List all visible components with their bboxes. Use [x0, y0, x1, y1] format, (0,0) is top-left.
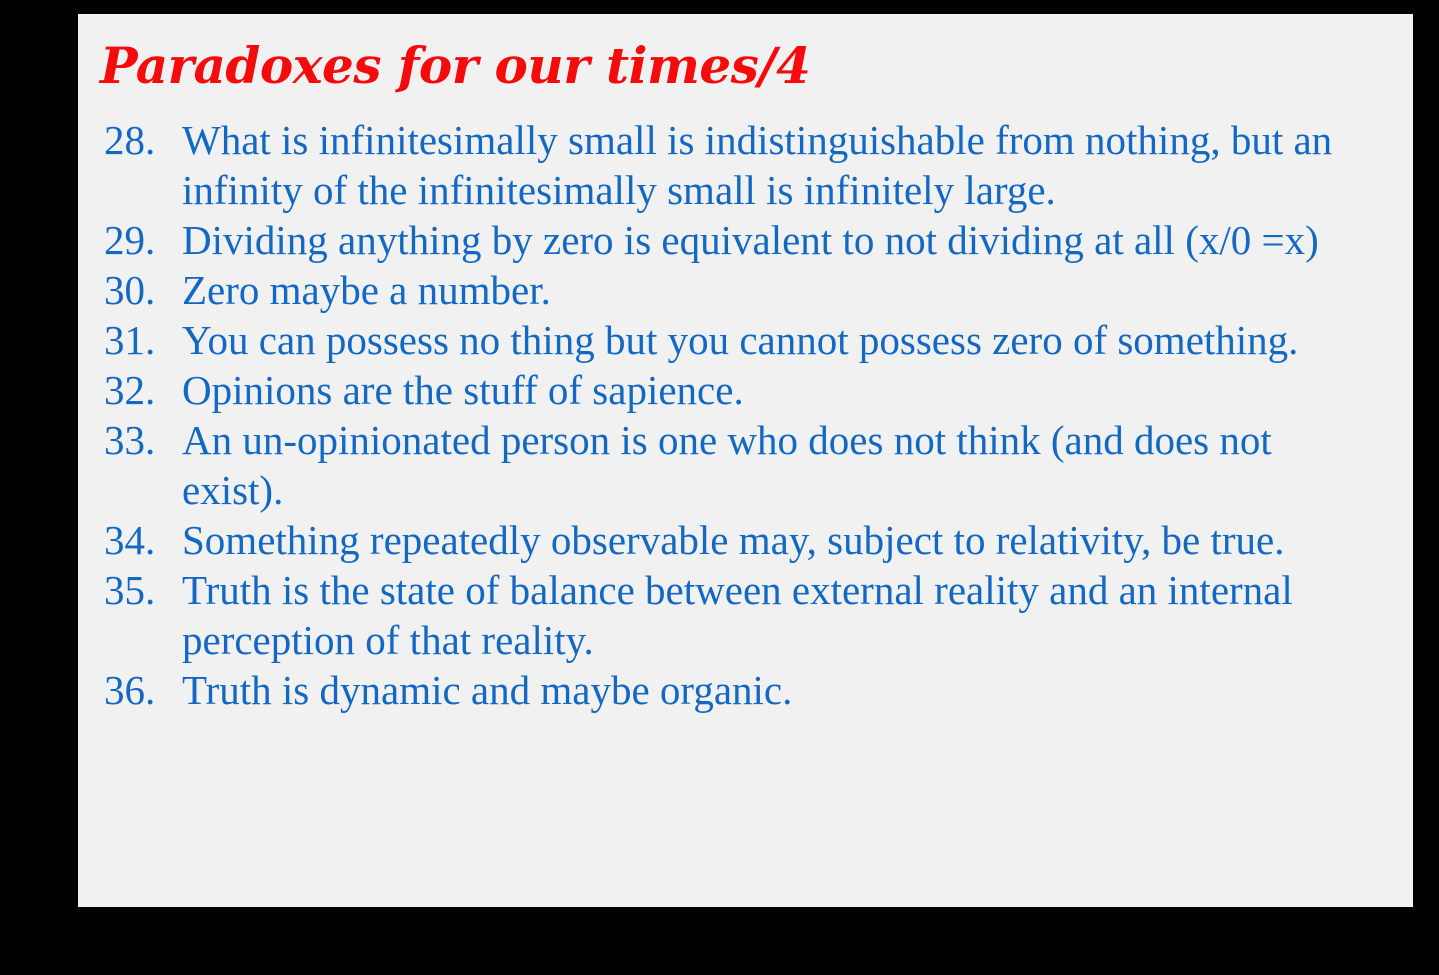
list-item-number: 33. [104, 416, 156, 463]
list-item-text: An un-opinionated person is one who does not think (and does not exist). [182, 416, 1272, 513]
list-item-text: You can possess no thing but you cannot possess zero of something. [182, 316, 1299, 363]
list-item-text: Dividing anything by zero is equivalent to not dividing at all (x/0 =x) [182, 216, 1319, 263]
list-item-number: 32. [104, 366, 156, 413]
list-item [100, 265, 1383, 315]
list-item-number: 29. [104, 216, 156, 263]
list-item [100, 365, 1383, 415]
list-item-number: 36. [104, 666, 156, 713]
list-item [100, 315, 1383, 365]
slide-canvas [78, 14, 1413, 907]
page-title: Paradoxes for our times/4 [100, 36, 811, 95]
list-item [100, 415, 1383, 515]
list-item-number: 31. [104, 316, 156, 363]
paradox-list [78, 115, 1413, 715]
list-item-text: Truth is the state of balance between external reality and an internal perception of that reality. [182, 566, 1293, 663]
list-item [100, 215, 1383, 265]
list-item-number: 30. [104, 266, 156, 313]
list-item-text: What is infinitesimally small is indistinguishable from nothing, but an infinity of the infinitesimally small is infinitely large. [182, 116, 1333, 213]
list-item [100, 115, 1383, 215]
list-item [100, 515, 1383, 565]
list-item-text: Zero maybe a number. [182, 266, 551, 313]
list-item-number: 28. [104, 116, 156, 163]
list-item-text: Opinions are the stuff of sapience. [182, 366, 744, 413]
list-item-number: 35. [104, 566, 156, 613]
list-item-text: Truth is dynamic and maybe organic. [182, 666, 793, 713]
list-item-number: 34. [104, 516, 156, 563]
list-item [100, 665, 1383, 715]
list-item [100, 565, 1383, 665]
list-item-text: Something repeatedly observable may, subject to relativity, be true. [182, 516, 1285, 563]
